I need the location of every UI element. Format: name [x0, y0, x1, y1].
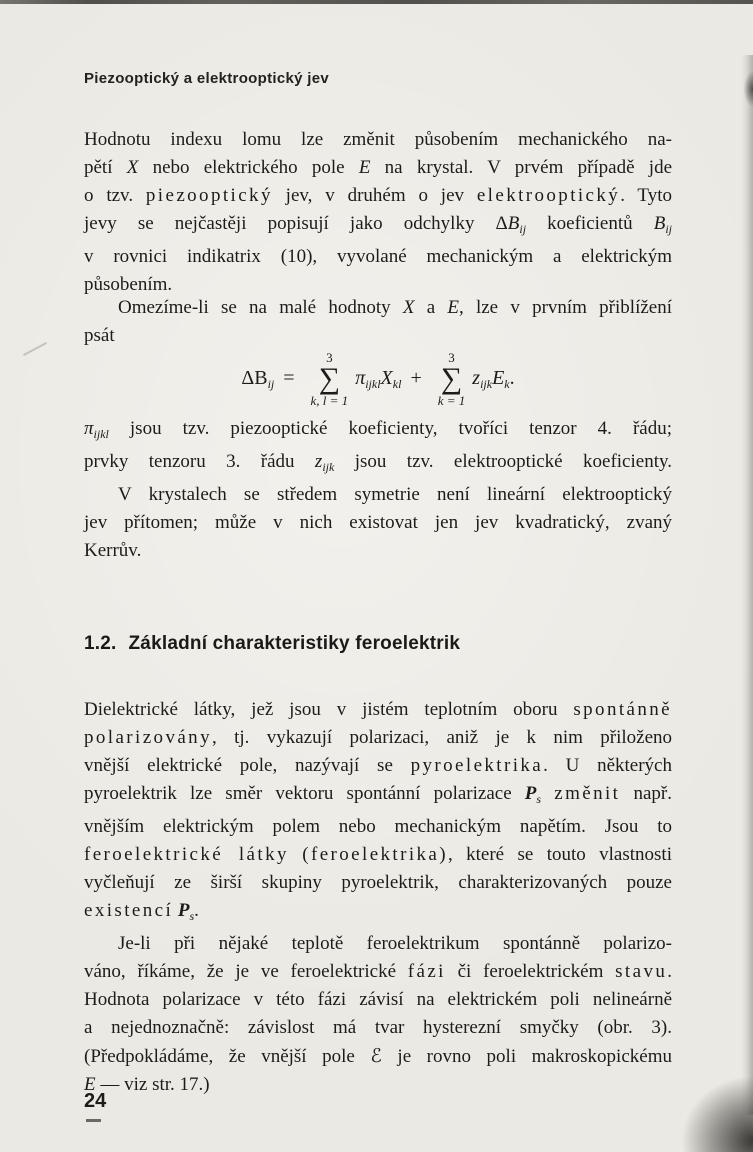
text-line: Omezíme-li se na malé hodnoty X a E, lze v prvním přiblížení	[118, 297, 672, 318]
paragraph-ferroelectrics	[84, 696, 672, 1099]
scan-mark-left	[23, 342, 47, 356]
paragraph-small-values	[84, 294, 672, 350]
text-line: a nejednoznačně: závislost má tvar hysterezní smyčky (obr. 3).	[84, 1017, 672, 1038]
summation-symbol: 3 ∑ k = 1	[437, 349, 466, 409]
text-line: Je-li při nějaké teplotě feroelektrikum spontánně polarizo-	[118, 933, 672, 954]
text-line: $\pi_{ijkl}$ jsou tzv. piezooptické koeficienty, tvoříci tenzor 4. řádu;	[84, 418, 672, 441]
page-number-underline	[86, 1119, 101, 1122]
text-line: o tzv. piezooptický jev, v druhém o jev elektrooptický. Tyto	[84, 185, 672, 206]
text-line: existencí $P_s$.	[84, 900, 199, 923]
text-line: $\Delta B_{ij}$ = 3 ∑ k, l = 1 $\pi_{ijkl}X_{kl}$ + 3 ∑ k = 1 $z_{ijk}E_k$.	[241, 349, 515, 409]
text-line: pyroelektrik lze směr vektoru spontánní polarizace $P_s$ změnit např.	[84, 783, 673, 806]
text-line: E — viz str. 17.)	[84, 1074, 210, 1095]
text-line: V krystalech se středem symetrie není lineární elektrooptický	[118, 484, 672, 505]
text-line: polarizovány, tj. vykazují polarizaci, aniž je k nim přiloženo	[84, 727, 672, 748]
sigma-icon: ∑	[318, 361, 341, 395]
section-title: Základní charakteristiky feroelektrik	[128, 633, 461, 654]
equation-content	[241, 351, 514, 408]
text-line: jevy se nejčastěji popisují jako odchylky $\Delta B_{ij}$ koeficientů $B_{ij}$	[84, 213, 672, 236]
text-line: pětí X nebo elektrického pole E na krystal. V prvém případě jde	[84, 157, 672, 178]
running-header: Piezooptický a elektrooptický jev	[84, 70, 329, 87]
scan-smudge-right	[744, 72, 753, 106]
text-line: feroelektrické látky (feroelektrika), které se touto vlastnosti	[84, 844, 672, 865]
equation-delta-b	[84, 346, 672, 412]
text-line: Kerrův.	[84, 540, 142, 561]
scan-edge-top	[0, 0, 753, 4]
text-line: psát	[84, 325, 115, 346]
page-number: 24	[84, 1090, 107, 1112]
text-line: Hodnota polarizace v této fázi závisí na elektrickém poli nelineárně	[84, 989, 672, 1010]
section-number: 1.2.	[84, 633, 117, 654]
sigma-icon: ∑	[440, 361, 463, 395]
text-line: vnějším elektrickým polem nebo mechanickým napětím. Jsou to	[84, 816, 672, 837]
text-line: jev přítomen; může v nich existovat jen jev kvadratický, zvaný	[84, 512, 672, 533]
section-heading	[84, 633, 460, 655]
text-line: (Předpokládáme, že vnější pole ℰ je rovno poli makroskopickému	[84, 1045, 672, 1067]
text-line: prvky tenzoru 3. řádu $z_{ijk}$ jsou tzv. elektrooptické koeficienty.	[84, 451, 672, 474]
scan-edge-right	[741, 55, 753, 1115]
text-line: vnější elektrické pole, nazývají se pyroelektrika. U některých	[84, 755, 672, 776]
paragraph-coefficients	[84, 415, 672, 565]
text-line: Hodnotu indexu lomu lze změnit působením mechanického na-	[84, 129, 672, 150]
scan-smudge-bottom-right	[683, 1077, 753, 1152]
text-line: působením.	[84, 274, 173, 295]
text-line: v rovnici indikatrix (10), vyvolané mechanickým a elektrickým	[84, 246, 672, 267]
text-line: Dielektrické látky, jež jsou v jistém teplotním oboru spontánně	[84, 699, 672, 720]
summation-symbol: 3 ∑ k, l = 1	[310, 349, 349, 409]
text-line: vyčleňují ze širší skupiny pyroelektrik, charakterizovaných pouze	[84, 872, 672, 893]
text-line: váno, říkáme, že je ve feroelektrické fázi či feroelektrickém stavu.	[84, 961, 672, 982]
paragraph-piezooptic-intro	[84, 126, 672, 299]
